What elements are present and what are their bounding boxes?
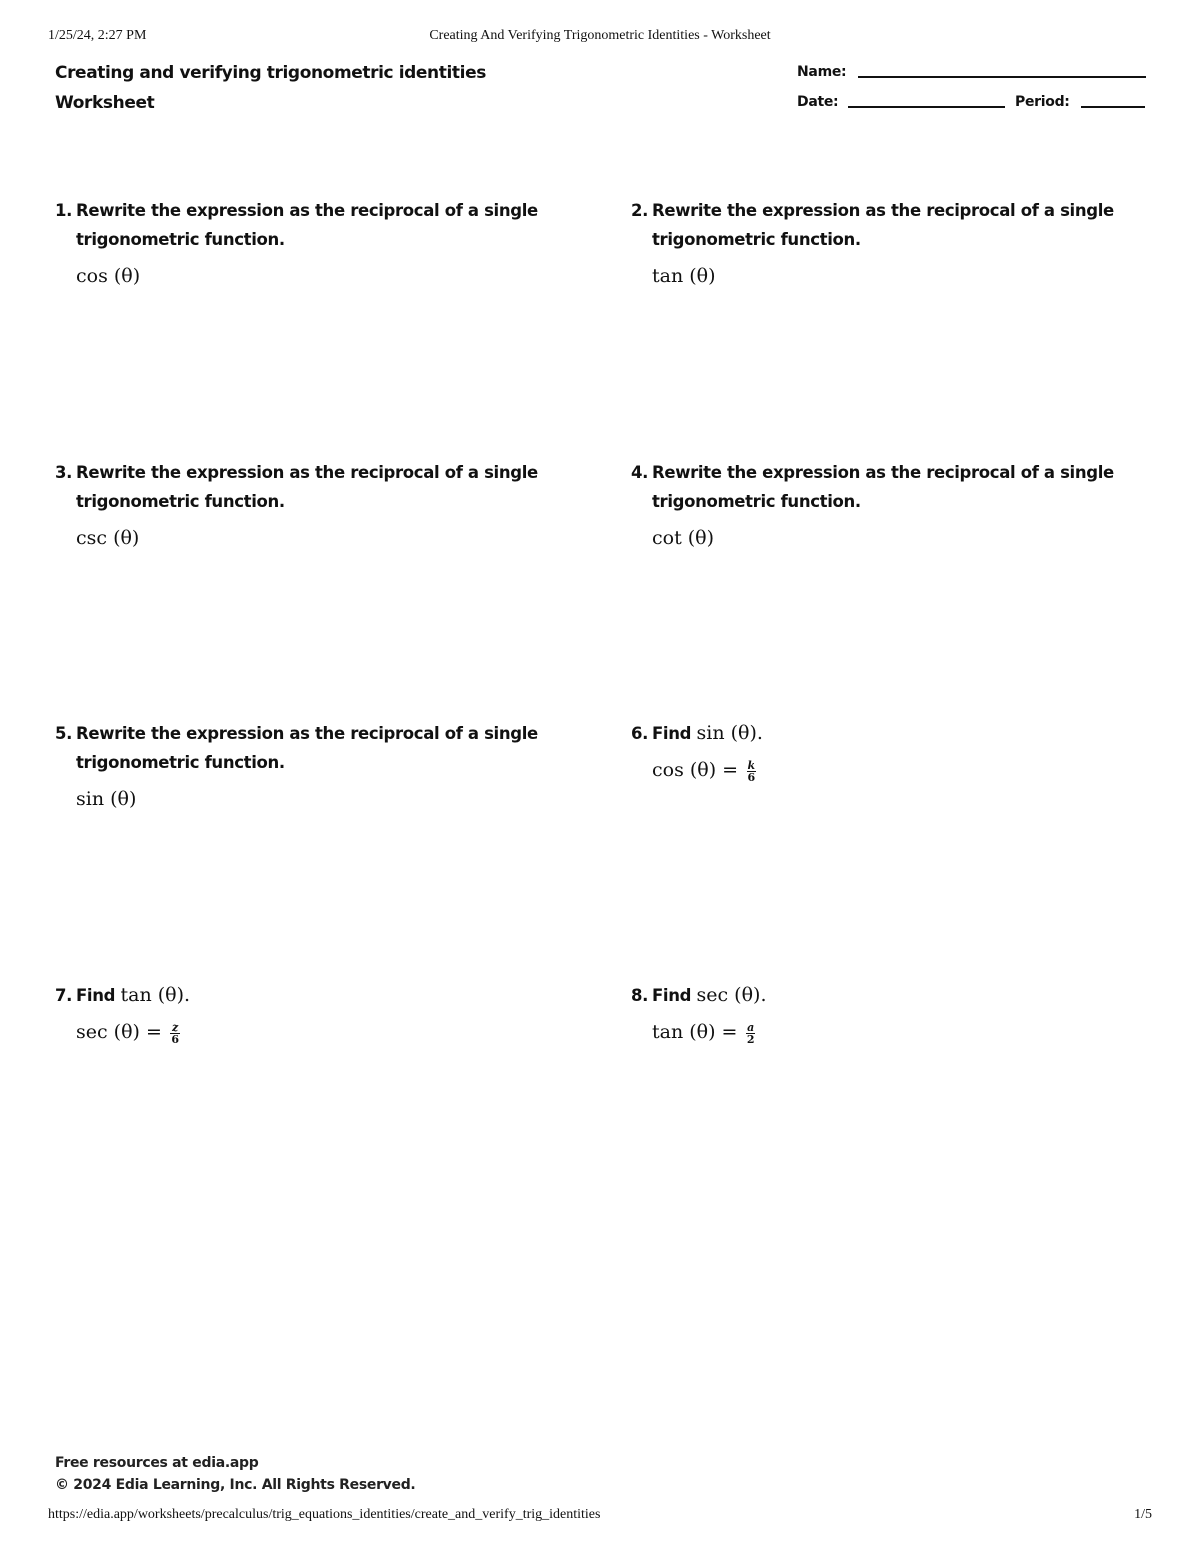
period-line[interactable]: [1081, 106, 1145, 108]
find-label: Find: [652, 724, 692, 743]
fraction-numerator: k: [747, 759, 755, 772]
problem-2: [631, 196, 1131, 291]
given-expression: sec (θ) =: [76, 1021, 162, 1043]
fraction-denominator: 6: [747, 771, 755, 784]
problem-text: [76, 981, 555, 1010]
problem-expression: cos (θ): [76, 265, 141, 287]
fraction-denominator: 6: [171, 1033, 179, 1046]
name-label: Name:: [797, 64, 847, 80]
fraction: [746, 1022, 755, 1045]
print-datetime: 1/25/24, 2:27 PM: [48, 28, 147, 43]
given-expression: cos (θ) =: [652, 759, 739, 781]
problem-expression: csc (θ): [76, 527, 140, 549]
problem-1: [55, 196, 555, 291]
find-label: Find: [652, 986, 692, 1005]
page-number: 1/5: [1134, 1507, 1152, 1522]
problem-3: [55, 458, 555, 553]
problem-7: [55, 981, 555, 1048]
fraction-numerator: a: [747, 1021, 754, 1034]
print-header: [48, 28, 1152, 48]
period-label: Period:: [1015, 94, 1070, 110]
problem-number: 8.: [631, 986, 649, 1005]
fraction-numerator: z: [172, 1021, 178, 1034]
footer-copyright: © 2024 Edia Learning, Inc. All Rights Reserved.: [55, 1477, 416, 1493]
worksheet-footer: [55, 1452, 415, 1496]
fraction-denominator: 2: [746, 1033, 755, 1046]
problem-expression: tan (θ): [652, 265, 716, 287]
problem-number: 1.: [55, 201, 73, 220]
print-footer: [48, 1507, 1152, 1523]
given-expression: tan (θ) =: [652, 1021, 738, 1043]
fraction: [747, 760, 756, 783]
date-label: Date:: [797, 94, 839, 110]
problem-4: [631, 458, 1131, 553]
problem-8: [631, 981, 1131, 1048]
print-url[interactable]: https://edia.app/worksheets/precalculus/trig_equations_identities/create_and_verify_trig_identities: [48, 1507, 601, 1522]
problem-text: Rewrite the expression as the reciprocal of a single trigonometric function.: [76, 201, 538, 249]
problem-expression: cot (θ): [652, 527, 715, 549]
problem-text: Rewrite the expression as the reciprocal of a single trigonometric function.: [76, 463, 538, 511]
name-line[interactable]: [858, 76, 1146, 78]
problem-number: 5.: [55, 724, 73, 743]
problem-number: 2.: [631, 201, 649, 220]
problem-5: [55, 719, 555, 814]
find-expression: sin (θ).: [696, 722, 763, 744]
problem-expression: sin (θ): [76, 788, 137, 810]
find-expression: tan (θ).: [120, 984, 191, 1006]
footer-resources-link[interactable]: Free resources at edia.app: [55, 1455, 259, 1471]
fraction: [170, 1022, 179, 1045]
problem-text: [652, 719, 1131, 748]
find-expression: sec (θ).: [696, 984, 767, 1006]
problem-expression: [652, 755, 1131, 786]
problem-6: [631, 719, 1131, 786]
find-label: Find: [76, 986, 116, 1005]
problem-text: Rewrite the expression as the reciprocal of a single trigonometric function.: [652, 201, 1114, 249]
worksheet-title: [55, 58, 486, 118]
date-line[interactable]: [848, 106, 1005, 108]
problem-number: 3.: [55, 463, 73, 482]
problem-text: Rewrite the expression as the reciprocal of a single trigonometric function.: [652, 463, 1114, 511]
problem-number: 4.: [631, 463, 649, 482]
worksheet-title-line2: Worksheet: [55, 93, 155, 113]
problem-number: 6.: [631, 724, 649, 743]
problem-text: [652, 981, 1131, 1010]
problem-expression: [652, 1017, 1131, 1048]
problem-expression: [76, 1017, 555, 1048]
problem-text: Rewrite the expression as the reciprocal of a single trigonometric function.: [76, 724, 538, 772]
problem-number: 7.: [55, 986, 73, 1005]
worksheet-title-line1: Creating and verifying trigonometric identities: [55, 63, 486, 83]
print-title: Creating And Verifying Trigonometric Identities - Worksheet: [429, 28, 771, 43]
